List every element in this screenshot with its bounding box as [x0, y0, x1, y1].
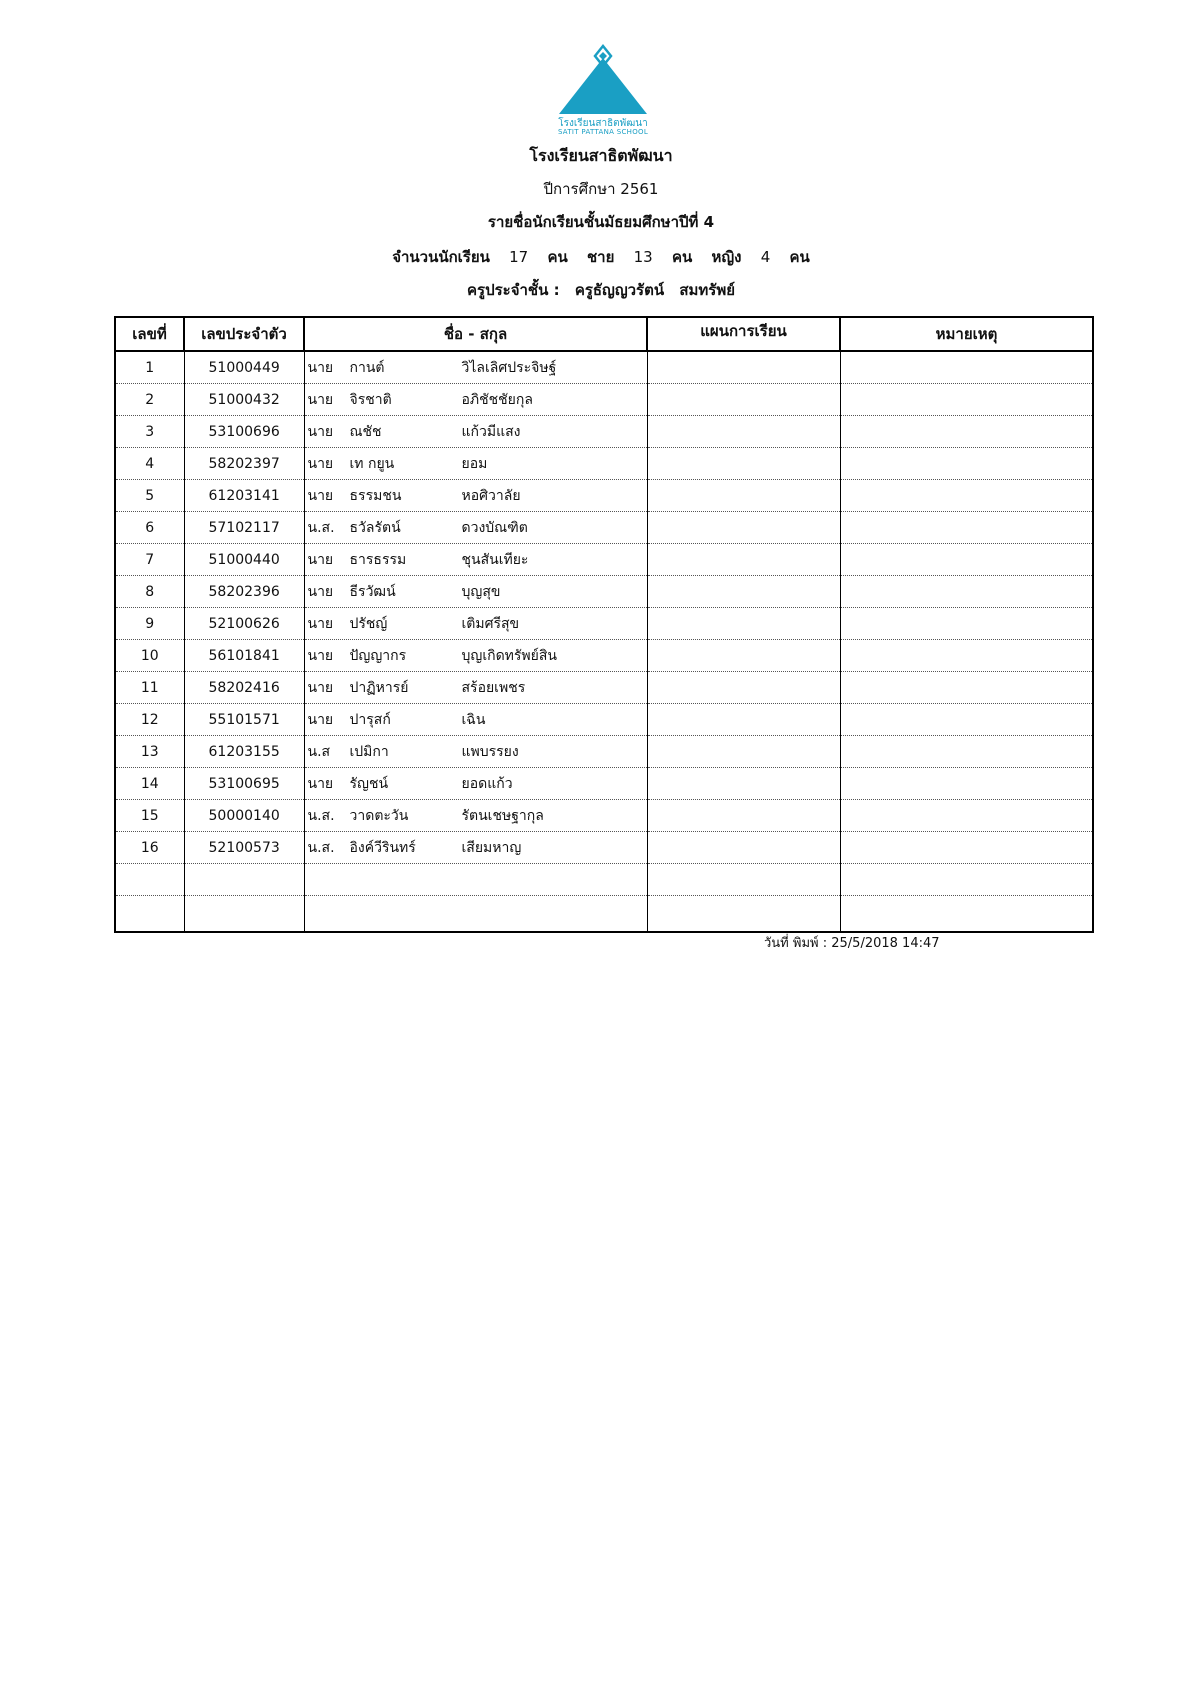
row-remarks — [840, 544, 1093, 576]
row-student-id: 51000440 — [184, 544, 304, 576]
table-row — [115, 448, 1093, 480]
row-student-id — [184, 896, 304, 933]
count-label: จำนวนนักเรียน — [392, 248, 490, 266]
first-name: ณชัช — [349, 423, 382, 440]
table-row — [115, 608, 1093, 640]
academic-year: ปีการศึกษา 2561 — [543, 180, 659, 198]
row-number: 5 — [115, 480, 184, 512]
row-number: 2 — [115, 384, 184, 416]
table-row — [115, 416, 1093, 448]
row-number: 6 — [115, 512, 184, 544]
female-label: หญิง — [711, 248, 742, 266]
last-name: เฉิน — [461, 711, 486, 728]
header-full-name: ชื่อ - สกุล — [304, 317, 647, 351]
last-name: แก้วมีแสง — [461, 423, 521, 440]
name-prefix: น.ส. — [307, 807, 335, 824]
row-study-plan — [647, 608, 840, 640]
last-name: ดวงบัณฑิต — [461, 519, 528, 536]
first-name: เปมิกา — [349, 743, 389, 760]
first-name: จิรชาติ — [349, 391, 392, 408]
row-study-plan — [647, 640, 840, 672]
row-student-id: 52100626 — [184, 608, 304, 640]
row-remarks — [840, 448, 1093, 480]
row-student-id: 57102117 — [184, 512, 304, 544]
teacher-name: ครูธัญญวรัตน์ — [574, 281, 665, 299]
table-row — [115, 672, 1093, 704]
name-prefix: นาย — [307, 583, 334, 600]
last-name: หอศิวาลัย — [461, 487, 521, 504]
row-student-id: 53100695 — [184, 768, 304, 800]
first-name: ปารุสก์ — [349, 711, 391, 728]
first-name: วาดตะวัน — [349, 807, 409, 824]
first-name: อิงค์วีรินทร์ — [349, 839, 416, 856]
first-name: รัญชน์ — [349, 775, 389, 792]
row-student-id: 58202396 — [184, 576, 304, 608]
row-study-plan — [647, 416, 840, 448]
row-student-id — [184, 864, 304, 896]
name-prefix: นาย — [307, 711, 334, 728]
last-name: วิไลเลิศประจิษฐ์ — [461, 359, 557, 376]
last-name: ยอม — [461, 455, 488, 472]
row-study-plan — [647, 384, 840, 416]
last-name: ยอดแก้ว — [461, 775, 513, 792]
row-study-plan — [647, 864, 840, 896]
first-name: ธวัลรัตน์ — [349, 519, 401, 536]
name-prefix: นาย — [307, 615, 334, 632]
row-number — [115, 896, 184, 933]
header-study-plan: แผนการเรียน — [647, 317, 840, 351]
row-student-id: 58202416 — [184, 672, 304, 704]
name-prefix: นาย — [307, 423, 334, 440]
row-number: 10 — [115, 640, 184, 672]
row-remarks — [840, 608, 1093, 640]
row-study-plan — [647, 480, 840, 512]
row-student-id: 61203155 — [184, 736, 304, 768]
row-student-id: 51000432 — [184, 384, 304, 416]
row-study-plan — [647, 512, 840, 544]
last-name: เสียมหาญ — [461, 839, 522, 856]
row-full-name — [304, 576, 647, 608]
name-prefix: นาย — [307, 679, 334, 696]
row-number: 14 — [115, 768, 184, 800]
first-name: ธารธรรม — [349, 551, 407, 568]
male-unit: คน — [671, 248, 693, 266]
row-study-plan — [647, 768, 840, 800]
row-full-name — [304, 416, 647, 448]
row-number: 9 — [115, 608, 184, 640]
table-row — [115, 480, 1093, 512]
first-name: ปัญญากร — [349, 647, 407, 664]
header-remarks: หมายเหตุ — [840, 317, 1093, 351]
student-roster-table — [114, 316, 1094, 933]
row-full-name — [304, 896, 647, 933]
row-student-id: 55101571 — [184, 704, 304, 736]
name-prefix: นาย — [307, 455, 334, 472]
row-remarks — [840, 480, 1093, 512]
row-full-name — [304, 800, 647, 832]
row-full-name — [304, 351, 647, 384]
name-prefix: นาย — [307, 551, 334, 568]
row-study-plan — [647, 448, 840, 480]
row-full-name — [304, 544, 647, 576]
row-study-plan — [647, 832, 840, 864]
row-student-id: 52100573 — [184, 832, 304, 864]
row-student-id: 61203141 — [184, 480, 304, 512]
table-row — [115, 576, 1093, 608]
table-body — [115, 351, 1093, 932]
row-remarks — [840, 704, 1093, 736]
row-number: 15 — [115, 800, 184, 832]
last-name: อภิชัชชัยกุล — [461, 391, 533, 408]
last-name: ชุนสันเทียะ — [461, 551, 529, 568]
row-full-name — [304, 608, 647, 640]
table-row — [115, 384, 1093, 416]
male-label: ชาย — [587, 248, 615, 266]
header-student-id: เลขประจำตัว — [184, 317, 304, 351]
first-name: กานต์ — [349, 359, 385, 376]
table-row — [115, 800, 1093, 832]
row-number: 11 — [115, 672, 184, 704]
table-row — [115, 832, 1093, 864]
table-row — [115, 736, 1093, 768]
female-count: 4 — [760, 248, 771, 266]
row-remarks — [840, 800, 1093, 832]
row-study-plan — [647, 896, 840, 933]
row-number: 16 — [115, 832, 184, 864]
school-logo — [551, 44, 655, 140]
teacher-surname: สมทรัพย์ — [679, 281, 736, 299]
row-full-name — [304, 864, 647, 896]
name-prefix: นาย — [307, 647, 334, 664]
row-remarks — [840, 672, 1093, 704]
first-name: ปรัชญ์ — [349, 615, 388, 632]
row-study-plan — [647, 736, 840, 768]
name-prefix: น.ส — [307, 743, 331, 760]
last-name: รัตนเชษฐากุล — [461, 807, 544, 824]
male-count: 13 — [633, 248, 653, 266]
row-study-plan — [647, 351, 840, 384]
table-row — [115, 768, 1093, 800]
table-row — [115, 640, 1093, 672]
logo-text-english: SATIT PATTANA SCHOOL — [557, 128, 649, 136]
row-remarks — [840, 640, 1093, 672]
row-number: 12 — [115, 704, 184, 736]
row-study-plan — [647, 704, 840, 736]
count-total: 17 — [509, 248, 529, 266]
row-number: 1 — [115, 351, 184, 384]
row-number: 3 — [115, 416, 184, 448]
last-name: สร้อยเพชร — [461, 679, 526, 696]
row-study-plan — [647, 576, 840, 608]
student-count — [0, 245, 1202, 269]
name-prefix: นาย — [307, 359, 334, 376]
first-name: ธีรวัฒน์ — [349, 583, 396, 600]
row-remarks — [840, 384, 1093, 416]
row-student-id: 53100696 — [184, 416, 304, 448]
female-unit: คน — [789, 248, 810, 266]
name-prefix: น.ส. — [307, 519, 335, 536]
row-full-name — [304, 704, 647, 736]
row-remarks — [840, 576, 1093, 608]
row-student-id: 56101841 — [184, 640, 304, 672]
first-name: เท กยูน — [349, 455, 395, 472]
row-remarks — [840, 896, 1093, 933]
name-prefix: นาย — [307, 391, 334, 408]
row-number — [115, 864, 184, 896]
row-full-name — [304, 448, 647, 480]
logo-text-thai: โรงเรียนสาธิตพัฒนา — [558, 118, 648, 129]
table-row — [115, 351, 1093, 384]
row-remarks — [840, 512, 1093, 544]
table-header-row — [115, 317, 1093, 351]
last-name: เติมศรีสุข — [461, 615, 520, 632]
row-remarks — [840, 736, 1093, 768]
row-full-name — [304, 832, 647, 864]
name-prefix: นาย — [307, 775, 334, 792]
name-prefix: น.ส. — [307, 839, 335, 856]
school-name: โรงเรียนสาธิตพัฒนา — [529, 146, 673, 165]
row-full-name — [304, 640, 647, 672]
row-full-name — [304, 768, 647, 800]
row-number: 4 — [115, 448, 184, 480]
row-full-name — [304, 672, 647, 704]
row-remarks — [840, 351, 1093, 384]
teacher-label: ครูประจำชั้น : — [466, 281, 560, 299]
header-number: เลขที่ — [115, 317, 184, 351]
print-date — [764, 932, 940, 953]
row-remarks — [840, 416, 1093, 448]
row-full-name — [304, 512, 647, 544]
row-full-name — [304, 384, 647, 416]
homeroom-teacher — [0, 278, 1202, 302]
triangle-logo-icon — [551, 44, 655, 116]
first-name: ปาฏิหารย์ — [349, 679, 409, 696]
last-name: บุญเกิดทรัพย์สิน — [461, 647, 557, 664]
row-study-plan — [647, 800, 840, 832]
print-date-label: วันที่ พิมพ์ — [764, 936, 819, 951]
empty-row — [115, 896, 1093, 933]
name-prefix: นาย — [307, 487, 334, 504]
empty-row — [115, 864, 1093, 896]
row-number: 7 — [115, 544, 184, 576]
table-row — [115, 544, 1093, 576]
row-study-plan — [647, 544, 840, 576]
list-title: รายชื่อนักเรียนชั้นมัธยมศึกษาปีที่ 4 — [487, 213, 715, 231]
row-full-name — [304, 736, 647, 768]
count-unit: คน — [547, 248, 568, 266]
row-remarks — [840, 864, 1093, 896]
first-name: ธรรมชน — [349, 487, 402, 504]
row-student-id: 51000449 — [184, 351, 304, 384]
row-remarks — [840, 832, 1093, 864]
row-study-plan — [647, 672, 840, 704]
row-remarks — [840, 768, 1093, 800]
last-name: บุญสุข — [461, 583, 501, 600]
table-row — [115, 704, 1093, 736]
row-student-id: 50000140 — [184, 800, 304, 832]
row-student-id: 58202397 — [184, 448, 304, 480]
row-full-name — [304, 480, 647, 512]
print-date-value: : 25/5/2018 14:47 — [822, 936, 940, 951]
table-row — [115, 512, 1093, 544]
row-number: 8 — [115, 576, 184, 608]
last-name: แพบรรยง — [461, 743, 519, 760]
row-number: 13 — [115, 736, 184, 768]
